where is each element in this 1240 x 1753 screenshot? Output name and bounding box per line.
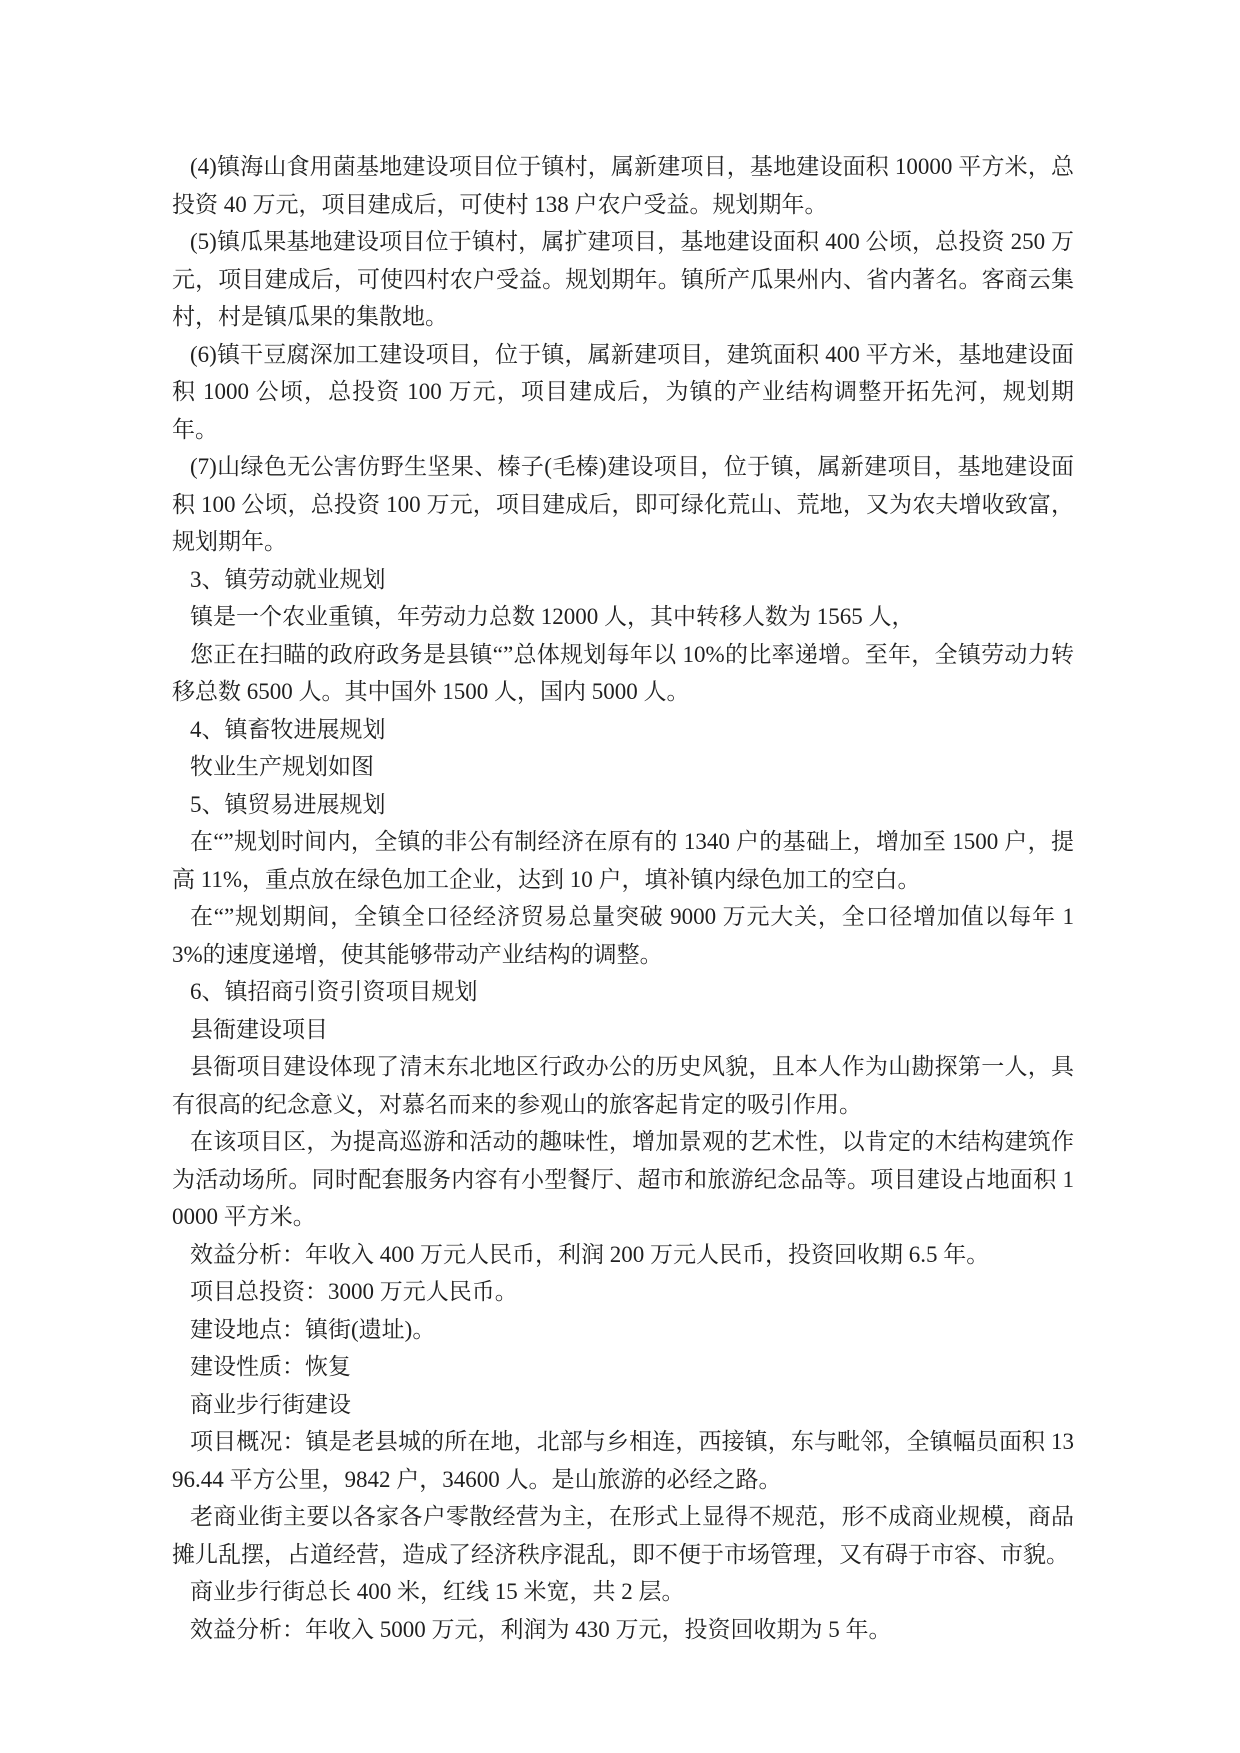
paragraph-labor-detail: 您正在扫瞄的政府政务是县镇“”总体规划每年以 10%的比率递增。至年，全镇劳动力转移总数 6500 人。其中国外 1500 人，国内 5000 人。 [172,641,1074,704]
paragraph-item-5: (5)镇瓜果基地建设项目位于镇村，属扩建项目，基地建设面积 400 公顷，总投资 250 万元，项目建成后，可使四村农户受益。规划期年。镇所产瓜果州内、省内著名。客商云集村，村是镇瓜果的集散地。 [172,229,1074,329]
heading-husbandry-plan: 4、镇畜牧进展规划 [190,716,386,742]
paragraph-street-overview: 项目概况：镇是老县城的所在地，北部与乡相连，西接镇，东与毗邻，全镇幅员面积 1396.44 平方公里，9842 户，34600 人。是山旅游的必经之路。 [172,1429,1074,1492]
heading-pedestrian-street-project: 商业步行街建设 [190,1391,351,1417]
paragraph-yamen-investment: 项目总投资：3000 万元人民币。 [190,1279,518,1304]
paragraph-trade-volume: 在“”规划期间，全镇全口径经济贸易总量突破 9000 万元大关，全口径增加值以每年 13%的速度递增，使其能够带动产业结构的调整。 [172,904,1074,967]
paragraph-street-problems: 老商业街主要以各家各户零散经营为主，在形式上显得不规范，形不成商业规模，商品摊儿乱摆，占道经营，造成了经济秩序混乱，即不便于市场管理，又有碍于市容、市貌。 [172,1504,1074,1567]
heading-county-yamen-project: 县衙建设项目 [190,1016,328,1042]
paragraph-yamen-history: 县衙项目建设体现了清末东北地区行政办公的历史风貌，且本人作为山勘探第一人，具有很高的纪念意义，对慕名而来的参观山的旅客起肯定的吸引作用。 [172,1054,1074,1117]
paragraph-yamen-area: 在该项目区，为提高巡游和活动的趣味性，增加景观的艺术性，以肯定的木结构建筑作为活动场所。同时配套服务内容有小型餐厅、超市和旅游纪念品等。项目建设占地面积 10000 平方米。 [172,1129,1074,1229]
paragraph-trade-private-economy: 在“”规划时间内，全镇的非公有制经济在原有的 1340 户的基础上，增加至 1500 户，提高 11%，重点放在绿色加工企业，达到 10 户，填补镇内绿色加工的空白。 [172,829,1074,892]
heading-labor-plan: 3、镇劳动就业规划 [190,566,386,592]
paragraph-item-7: (7)山绿色无公害仿野生坚果、榛子(毛榛)建设项目，位于镇，属新建项目，基地建设面积 100 公顷，总投资 100 万元，项目建成后，即可绿化荒山、荒地，又为农夫增收致富，规划期年。 [172,454,1074,554]
paragraph-yamen-nature: 建设性质：恢复 [190,1354,351,1379]
paragraph-street-benefit: 效益分析：年收入 5000 万元，利润为 430 万元，投资回收期为 5 年。 [190,1616,892,1642]
paragraph-yamen-benefit: 效益分析：年收入 400 万元人民币，利润 200 万元人民币，投资回收期 6.5 年。 [190,1241,990,1267]
paragraph-husbandry-figure: 牧业生产规划如图 [190,754,374,779]
paragraph-item-4: (4)镇海山食用菌基地建设项目位于镇村，属新建项目，基地建设面积 10000 平方米，总投资 40 万元，项目建成后，可使村 138 户农户受益。规划期年。 [172,154,1074,217]
heading-trade-plan: 5、镇贸易进展规划 [190,791,386,817]
paragraph-street-dimensions: 商业步行街总长 400 米，红线 15 米宽，共 2 层。 [190,1579,685,1604]
paragraph-item-6: (6)镇干豆腐深加工建设项目，位于镇，属新建项目，建筑面积 400 平方米，基地建设面积 1000 公顷，总投资 100 万元，项目建成后，为镇的产业结构调整开拓先河，规划期年。 [172,341,1074,442]
paragraph-labor-intro: 镇是一个农业重镇，年劳动力总数 12000 人，其中转移人数为 1565 人， [190,604,915,629]
paragraph-yamen-location: 建设地点：镇街(遗址)。 [190,1316,436,1342]
heading-investment-plan: 6、镇招商引资引资项目规划 [190,979,478,1004]
